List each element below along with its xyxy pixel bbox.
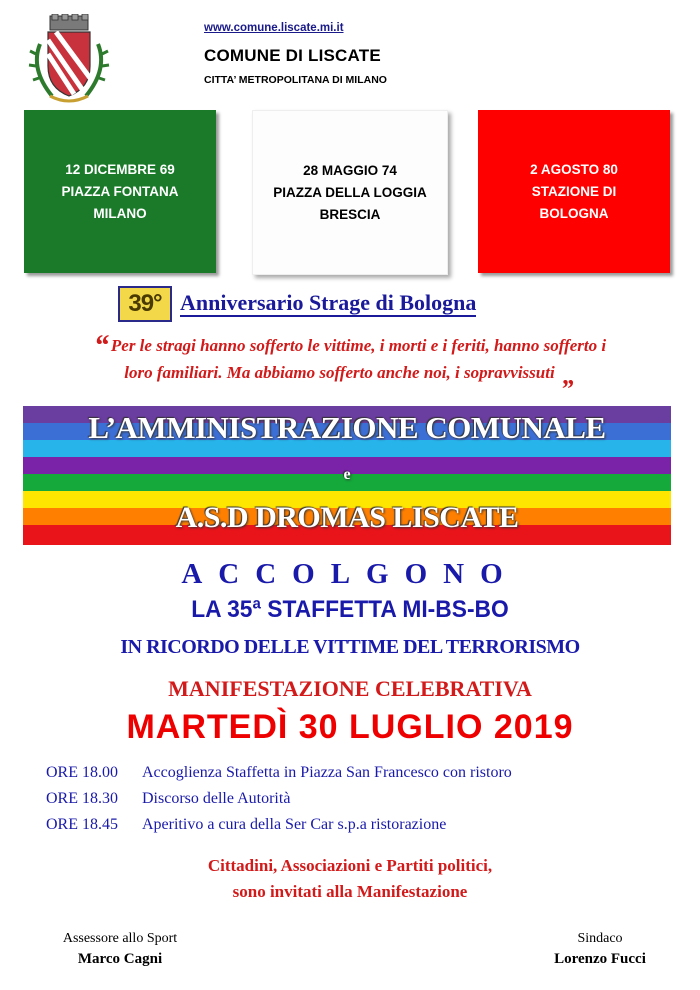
accolgono-heading: ACCOLGONO [181, 558, 519, 590]
comune-title: COMUNE DI LISCATE [204, 46, 381, 65]
date-box-line: BRESCIA [319, 206, 381, 222]
event-date: MARTEDÌ 30 LUGLIO 2019 [126, 708, 574, 746]
signature-role: Sindaco [577, 931, 623, 946]
signature-sindaco [530, 929, 670, 970]
quote-line: Per le stragi hanno sofferto le vittime, i morti e i feriti, hanno sofferto i [110, 336, 607, 355]
date-box-line: 12 DICEMBRE 69 [65, 161, 175, 177]
program-time: ORE 18.45 [46, 816, 118, 833]
invite-block [0, 853, 700, 905]
program-time: ORE 18.30 [46, 790, 118, 807]
signature-assessore [40, 929, 200, 970]
date-box-brescia [252, 110, 448, 275]
date-box-milano [24, 110, 216, 273]
manifestazione-heading: MANIFESTAZIONE CELEBRATIVA [168, 676, 532, 701]
date-box-line: PIAZZA DELLA LOGGIA [273, 184, 427, 200]
program-item [46, 764, 512, 782]
program-item [46, 816, 446, 834]
quote-line: loro familiari. Ma abbiamo sofferto anche noi, i sopravvissuti [124, 363, 555, 382]
amministrazione-text: L’AMMINISTRAZIONE COMUNALE [88, 410, 606, 445]
dromas-text: A.S.D DROMAS LISCATE [175, 501, 519, 534]
staffetta-heading: LA 35ª STAFFETTA MI-BS-BO [191, 596, 509, 623]
date-box-line: BOLOGNA [539, 205, 609, 221]
signature-name: Marco Cagni [77, 951, 163, 967]
anniversary-heading [118, 285, 476, 323]
quote-close-mark: „ [562, 361, 576, 390]
anniversary-text: Anniversario Strage di Bologna [180, 290, 477, 315]
quote-open-mark: “ [93, 329, 109, 362]
citta-subtitle: CITTA’ METROPOLITANA DI MILANO [204, 74, 387, 86]
anniversary-number-badge: 39° [118, 286, 172, 322]
program-time: ORE 18.00 [46, 764, 118, 781]
date-box-line: MILANO [93, 205, 147, 221]
date-box-bologna [478, 110, 670, 273]
rainbow-banner [23, 406, 671, 544]
program-desc: Discorso delle Autorità [142, 790, 291, 807]
date-box-line: STAZIONE DI [531, 183, 617, 199]
signature-role: Assessore allo Sport [62, 931, 178, 946]
program-desc: Aperitivo a cura della Ser Car s.p.a ristorazione [142, 816, 447, 833]
invite-line: sono invitati alla Manifestazione [232, 882, 468, 901]
invite-line: Cittadini, Associazioni e Partiti politici, [207, 856, 493, 875]
website-url[interactable]: www.comune.liscate.mi.it [204, 22, 344, 34]
program-item [46, 790, 290, 808]
signature-name: Lorenzo Fucci [554, 951, 646, 967]
date-box-line: 28 MAGGIO 74 [303, 162, 397, 178]
quote-block [40, 329, 660, 390]
program-desc: Accoglienza Staffetta in Piazza San Francesco con ristoro [142, 764, 512, 781]
conjunction-text: e [343, 466, 351, 483]
comune-crest-icon [26, 14, 112, 106]
ricordo-heading: IN RICORDO DELLE VITTIME DEL TERRORISMO [120, 636, 580, 658]
date-box-line: PIAZZA FONTANA [61, 183, 179, 199]
date-box-line: 2 AGOSTO 80 [530, 161, 618, 177]
